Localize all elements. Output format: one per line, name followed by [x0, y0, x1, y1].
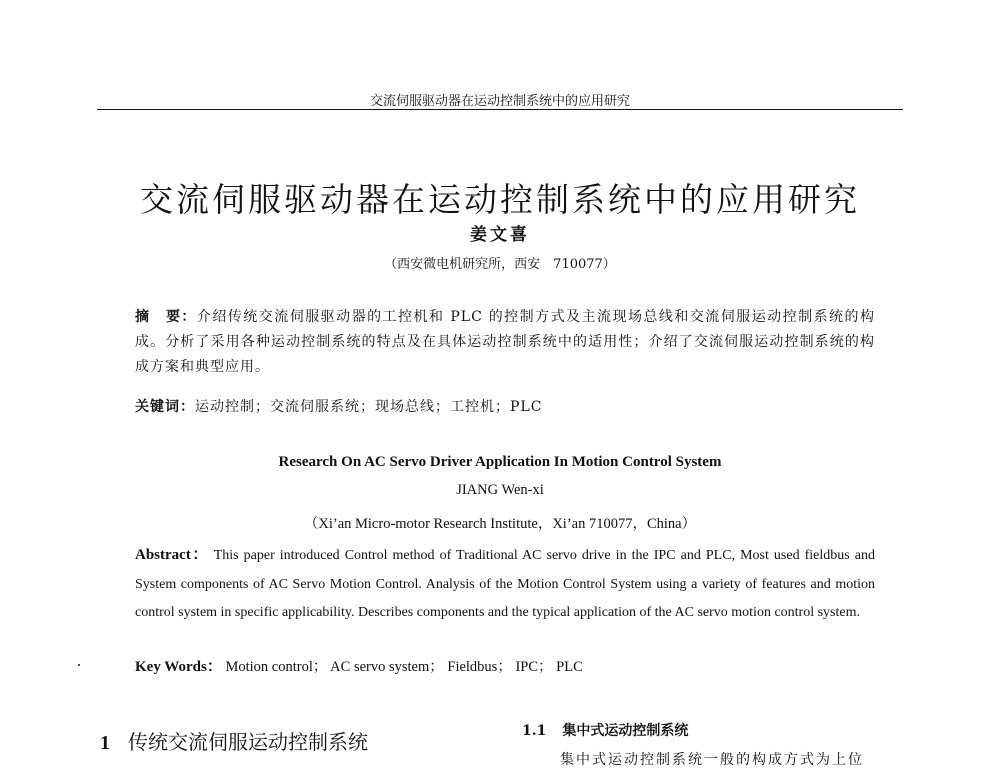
english-title: Research On AC Servo Driver Application In Motion Control System	[278, 454, 722, 470]
abstract-cn-label: 摘 要：	[135, 309, 197, 325]
affiliation: （西安微电机研究所，西安 710077）	[384, 257, 616, 272]
margin-dot	[78, 664, 80, 666]
running-header: 交流伺服驱动器在运动控制系统中的应用研究	[369, 94, 630, 109]
section-1-title: 传统交流伺服运动控制系统	[128, 730, 368, 754]
english-keywords-text: Motion control； AC servo system； Fieldbus； IPC； PLC	[225, 659, 583, 675]
body-text-start: 集中式运动控制系统一般的构成方式为上位	[560, 752, 864, 768]
paper-title: 交流伺服驱动器在运动控制系统中的应用研究	[140, 180, 860, 220]
english-keywords	[135, 655, 875, 676]
author: 姜文喜	[470, 225, 530, 245]
english-author: JIANG Wen-xi	[456, 482, 544, 498]
section-1-number: 1	[100, 732, 110, 754]
abstract-cn	[135, 305, 875, 380]
english-abstract-text: This paper introduced Control method of Traditional AC servo drive in the IPC and PLC, Most used fieldbus and System components of AC Servo Motion Control. Analysis of the Motion Control System using a variety of features and motion control system in specific applicability. Describes components and the typical application of the AC servo motion control system.	[135, 548, 875, 620]
abstract-cn-text: 介绍传统交流伺服驱动器的工控机和 PLC 的控制方式及主流现场总线和交流伺服运动控制系统的构成。分析了采用各种运动控制系统的特点及在具体运动控制系统中的适用性；介绍了交流伺服运动控制系统的构成方案和典型应用。	[135, 309, 876, 375]
keywords-cn-text: 运动控制；交流伺服系统；现场总线；工控机；PLC	[195, 399, 543, 415]
keywords-cn	[135, 395, 875, 420]
english-keywords-label: Key Words：	[135, 659, 222, 675]
section-1-1-heading	[522, 720, 688, 740]
english-abstract	[135, 541, 875, 628]
section-1-heading	[100, 726, 368, 755]
english-abstract-label: Abstract：	[135, 547, 209, 563]
section-1-1-title: 集中式运动控制系统	[562, 723, 689, 739]
header-rule	[97, 109, 903, 110]
section-1-1-number: 1.1	[522, 723, 547, 739]
english-affiliation: （Xi’an Micro-motor Research Institute，Xi’an 710077，China）	[303, 516, 697, 532]
keywords-cn-label: 关键词：	[135, 399, 195, 415]
